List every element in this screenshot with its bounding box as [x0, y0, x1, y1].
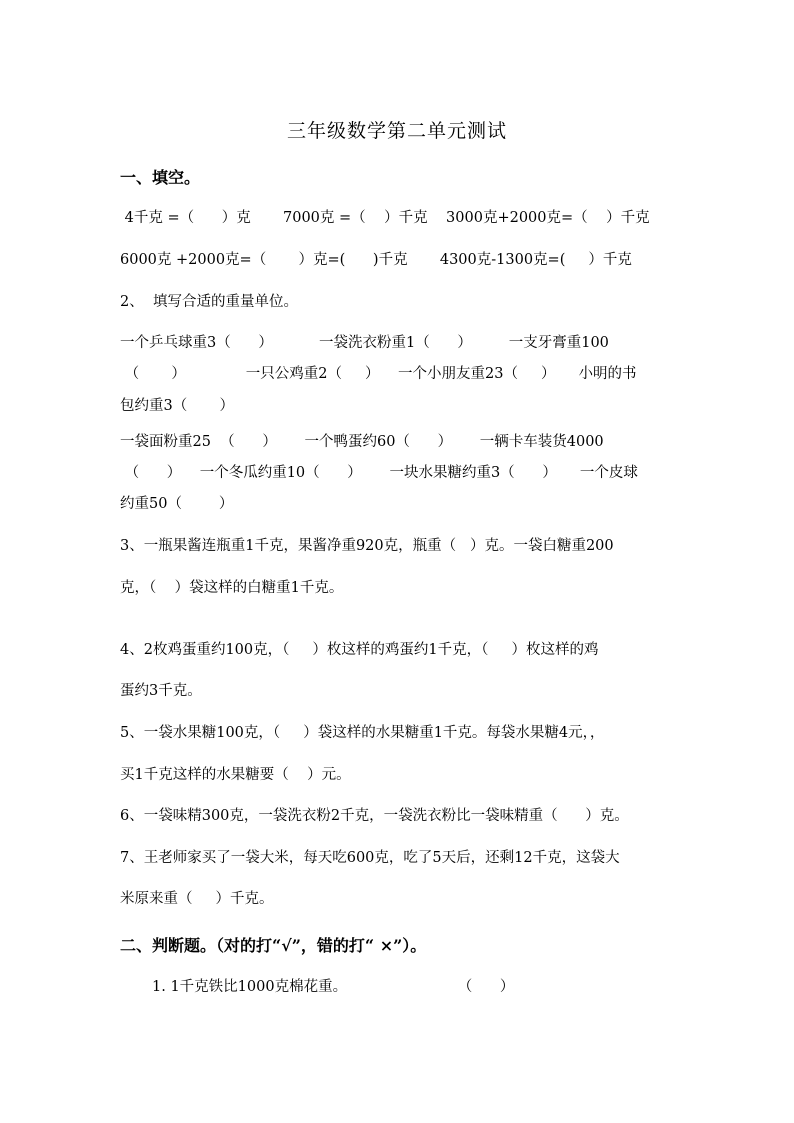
- question-2-line-1: 一个乒乓球重3（ ） 一袋洗衣粉重1（ ） 一支牙膏重100: [120, 335, 609, 351]
- fill-in-line-2: 6000克 +2000克=（ ）克=( )千克 4300克-1300克=( ）千克: [120, 252, 632, 268]
- judgment-item-1: 1. 1千克铁比1000克棉花重。 （ ）: [152, 979, 515, 995]
- section-1-heading: 一、填空。: [120, 168, 201, 187]
- question-5-line-2: 买1千克这样的水果糖要（ ）元。: [120, 767, 351, 783]
- question-2-line-3: 包约重3（ ）: [120, 398, 234, 414]
- question-7-line-1: 7、王老师家买了一袋大米，每天吃600克，吃了5天后，还剩12千克，这袋大: [120, 850, 620, 866]
- question-4-line-2: 蛋约3千克。: [120, 683, 202, 699]
- question-2-line-4: 一袋面粉重25 （ ） 一个鸭蛋约60（ ） 一辆卡车装货4000: [120, 434, 604, 450]
- question-2-line-6: 约重50（ ）: [120, 496, 234, 512]
- question-6-line: 6、一袋味精300克，一袋洗衣粉2千克，一袋洗衣粉比一袋味精重（ ）克。: [120, 808, 629, 824]
- page-title: 三年级数学第二单元测试: [286, 120, 507, 142]
- fill-in-line-1: 4千克 =（ ）克 7000克 =（ ）千克 3000克+2000克=（ ）千克: [120, 210, 650, 226]
- question-2-line-5: （ ） 一个冬瓜约重10（ ） 一块水果糖约重3（ ） 一个皮球: [120, 465, 638, 481]
- question-4-line-1: 4、2枚鸡蛋重约100克，（ ）枚这样的鸡蛋约1千克，（ ）枚这样的鸡: [120, 642, 599, 658]
- section-2-heading: 二、判断题。（对的打“√”，错的打“ ×”）。: [120, 936, 427, 955]
- question-3-line-1: 3、一瓶果酱连瓶重1千克，果酱净重920克，瓶重（ ）克。一袋白糖重200: [120, 538, 614, 554]
- question-2-line-2: （ ） 一只公鸡重2（ ） 一个小朋友重23（ ） 小明的书: [120, 366, 637, 382]
- question-5-line-1: 5、一袋水果糖100克，（ ）袋这样的水果糖重1千克。每袋水果糖4元，，: [120, 725, 605, 741]
- question-3-line-2: 克，（ ）袋这样的白糖重1千克。: [120, 580, 344, 596]
- question-2-heading: 2、 填写合适的重量单位。: [120, 294, 298, 310]
- question-7-line-2: 米原来重（ ）千克。: [120, 891, 274, 907]
